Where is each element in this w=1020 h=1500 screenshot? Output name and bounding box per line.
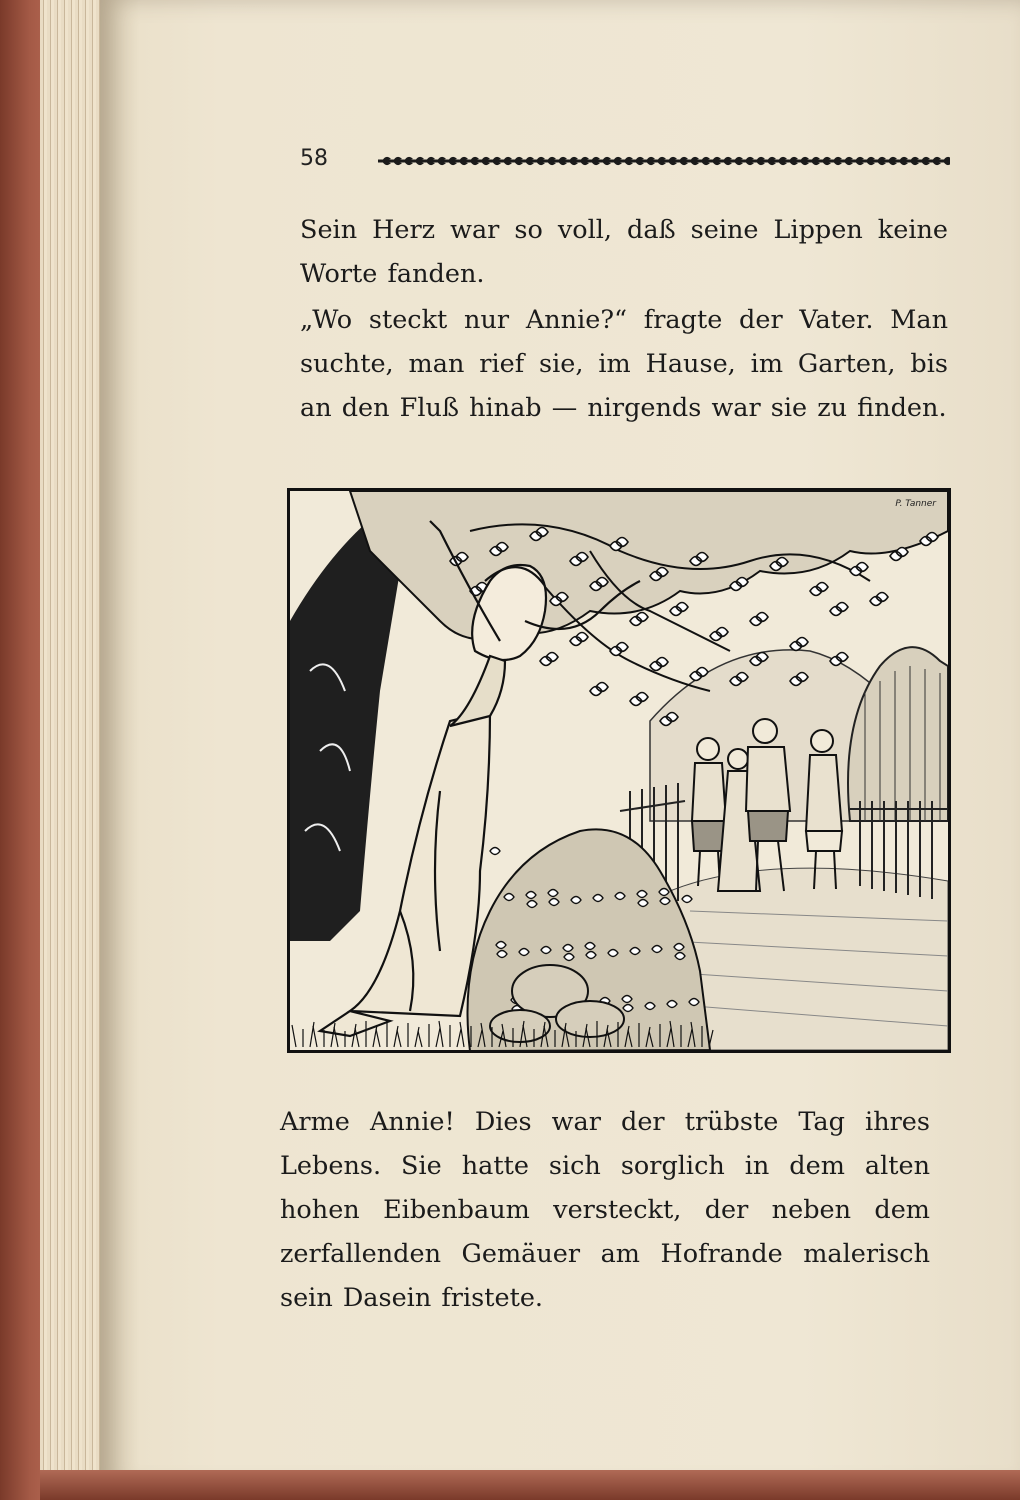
paragraph-3: Arme Annie! Dies war der trübste Tag ihres Lebens. Sie hatte sich sorglich in dem alten hohen Eibenbaum versteckt, der neben dem zerfallenden Gemäuer am Hofrande malerisch sein Dasein fristete.	[280, 1107, 930, 1313]
illustration-drawing	[290, 491, 948, 1050]
illustration	[287, 488, 951, 1053]
illustration-signature: P. Tanner	[895, 499, 936, 509]
page-number: 58	[300, 146, 328, 171]
ornament-rule	[378, 150, 950, 172]
paragraph-2: „Wo steckt nur Annie?“ fragte der Vater. Man suchte, man rief sie, im Hause, im Garten, bis an den Fluß hinab — nirgends war sie zu finden.	[300, 305, 948, 423]
book-bottom-edge	[40, 1470, 1020, 1500]
paragraph-1: Sein Herz war so voll, daß seine Lippen keine Worte fanden.	[300, 215, 948, 289]
